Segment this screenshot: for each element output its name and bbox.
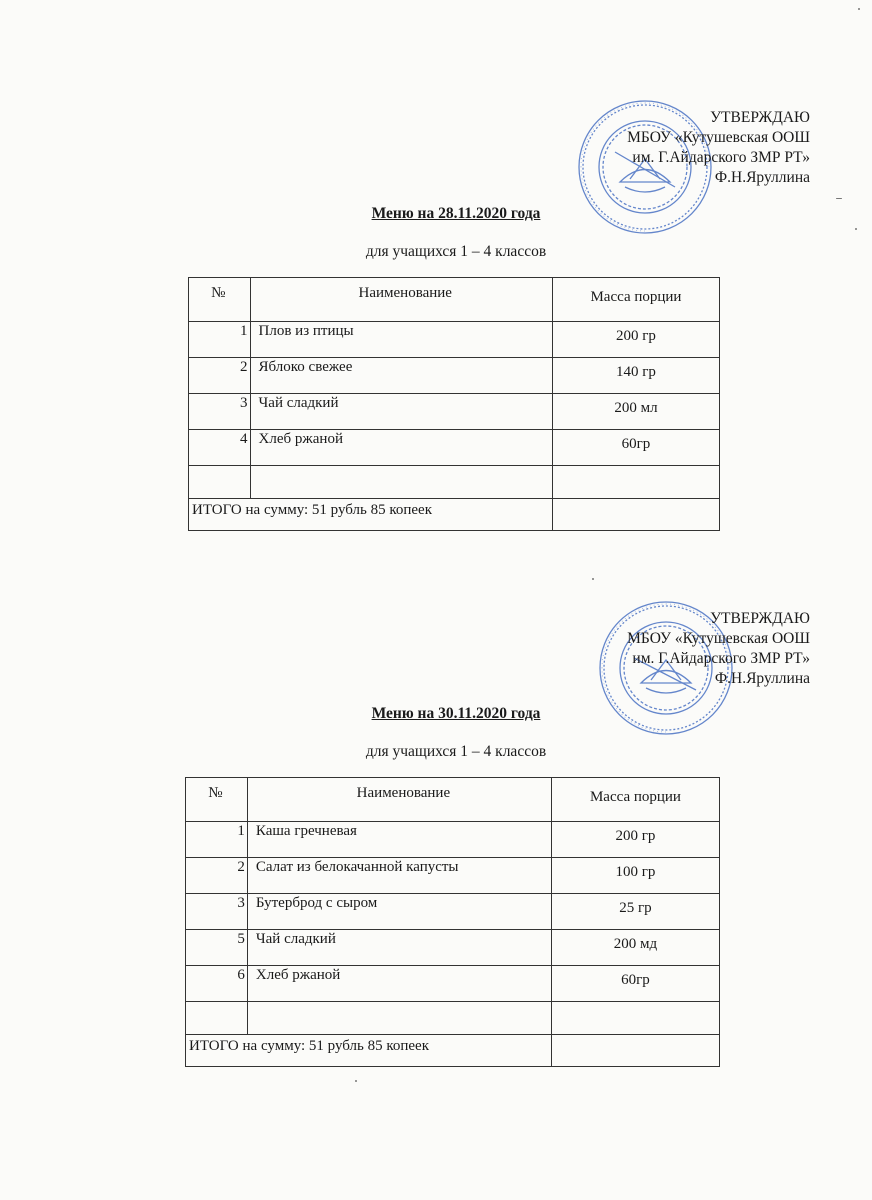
header-num: № [189, 278, 251, 322]
item-mass: 200 мд [551, 930, 719, 966]
header-name: Наименование [247, 778, 551, 822]
item-name: Чай сладкий [247, 930, 551, 966]
item-mass: 100 гр [551, 858, 719, 894]
header-mass: Масса порции [552, 278, 719, 322]
menu-title: Меню на 30.11.2020 года [371, 705, 541, 722]
approval-school-name: им. Г.Айдарского ЗМР РТ» [632, 650, 810, 667]
item-name: Салат из белокачанной капусты [247, 858, 551, 894]
header-mass: Масса порции [551, 778, 719, 822]
item-num: 4 [189, 430, 251, 466]
item-name: Яблоко свежее [250, 358, 552, 394]
table-row [189, 394, 720, 430]
item-num: 3 [189, 394, 251, 430]
item-mass: 60гр [552, 430, 719, 466]
scan-speck [592, 578, 594, 580]
item-mass: 200 гр [552, 322, 719, 358]
menu-table [185, 777, 720, 1067]
menu-subtitle: для учащихся 1 – 4 классов [365, 743, 547, 760]
scan-speck [858, 8, 860, 10]
menu-subtitle: для учащихся 1 – 4 классов [365, 243, 547, 260]
item-mass: 25 гр [551, 894, 719, 930]
approval-heading: УТВЕРЖДАЮ [710, 610, 810, 627]
item-num: 2 [189, 358, 251, 394]
item-num: 1 [189, 322, 251, 358]
table-row [186, 822, 720, 858]
menu-title: Меню на 28.11.2020 года [371, 205, 541, 222]
table-row [186, 858, 720, 894]
menu-table [188, 277, 720, 531]
item-num: 3 [186, 894, 248, 930]
approval-block [627, 108, 810, 188]
item-name: Хлеб ржаной [247, 966, 551, 1002]
item-mass: 200 гр [551, 822, 719, 858]
total-amount: ИТОГО на сумму: 51 рубль 85 копеек [189, 499, 553, 531]
table-row [189, 322, 720, 358]
item-num: 6 [186, 966, 248, 1002]
item-name: Бутерброд с сыром [247, 894, 551, 930]
table-empty-row [189, 466, 720, 499]
approval-signatory: Ф.Н.Яруллина [714, 169, 810, 186]
approval-block [627, 609, 810, 689]
table-header-row [189, 278, 720, 322]
item-mass: 200 мл [552, 394, 719, 430]
item-name: Чай сладкий [250, 394, 552, 430]
scan-speck [355, 1080, 357, 1082]
item-num: 1 [186, 822, 248, 858]
table-row [189, 430, 720, 466]
table-header-row [186, 778, 720, 822]
item-name: Каша гречневая [247, 822, 551, 858]
total-amount: ИТОГО на сумму: 51 рубль 85 копеек [186, 1035, 552, 1067]
header-num: № [186, 778, 248, 822]
header-name: Наименование [250, 278, 552, 322]
approval-school-name: им. Г.Айдарского ЗМР РТ» [632, 149, 810, 166]
approval-signatory: Ф.Н.Яруллина [714, 670, 810, 687]
item-name: Хлеб ржаной [250, 430, 552, 466]
item-num: 5 [186, 930, 248, 966]
approval-heading: УТВЕРЖДАЮ [710, 109, 810, 126]
approval-school: МБОУ «Кутушевская ООШ [627, 129, 810, 146]
table-total-row [186, 1035, 720, 1067]
scan-speck [855, 228, 857, 230]
item-mass: 140 гр [552, 358, 719, 394]
item-mass: 60гр [551, 966, 719, 1002]
item-name: Плов из птицы [250, 322, 552, 358]
table-empty-row [186, 1002, 720, 1035]
scan-speck [836, 198, 842, 199]
item-num: 2 [186, 858, 248, 894]
table-row [189, 358, 720, 394]
approval-school: МБОУ «Кутушевская ООШ [627, 630, 810, 647]
table-total-row [189, 499, 720, 531]
table-row [186, 894, 720, 930]
table-row [186, 966, 720, 1002]
table-row [186, 930, 720, 966]
